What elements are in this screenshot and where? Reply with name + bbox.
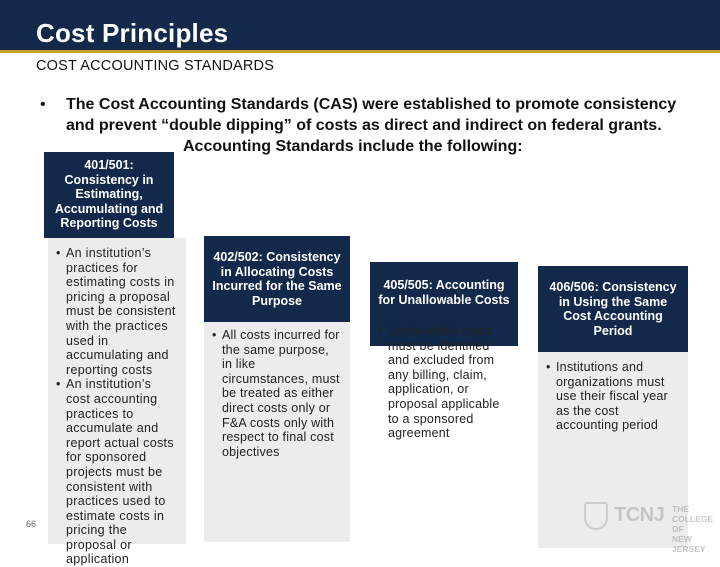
standard-card-402 bbox=[204, 236, 350, 542]
card-item: • An institution’s cost accounting practices to accumulate and report actual costs for sponsored projects must be consistent with practices used to estimate costs in pricing the proposal or application bbox=[56, 377, 178, 567]
card-item: • An institution’s practices for estimating costs in pricing a proposal must be consistent with the practices used in accumulating and reporting costs bbox=[56, 246, 178, 377]
card-item: • Institutions and organizations must use their fiscal year as the cost accounting period bbox=[546, 360, 680, 433]
bullet-text: The Cost Accounting Standards (CAS) were established to bbox=[66, 96, 516, 113]
logo-subtext bbox=[672, 504, 714, 554]
bullet-emphasis: promote consistency bbox=[515, 96, 677, 113]
logo-line-1: THE COLLEGE OF bbox=[672, 504, 714, 534]
card-item: • Unallowable costs must be identified and excluded from any billing, claim, application, or proposal applicable to a sponsored agreement bbox=[378, 324, 510, 441]
slide-title: Cost Principles bbox=[36, 18, 229, 48]
seal-icon bbox=[584, 502, 608, 530]
bullet-list bbox=[40, 94, 700, 157]
standard-card-401 bbox=[44, 152, 176, 567]
college-logo bbox=[584, 500, 714, 554]
card-body bbox=[204, 322, 350, 542]
bullet-text: and bbox=[66, 117, 99, 134]
bullet-dot: • bbox=[40, 96, 46, 113]
bullet-emphasis: prevent “double dipping” bbox=[98, 117, 292, 134]
title-underline bbox=[24, 50, 720, 53]
card-item: • All costs incurred for the same purpose, in like circumstances, must be treated as either direct costs only or F&A costs only with respect to final cost objectives bbox=[212, 328, 342, 459]
standard-card-405 bbox=[370, 262, 518, 441]
card-header: 405/505: Accounting for Unallowable Costs bbox=[370, 262, 518, 346]
bullet-text: of costs as direct and indirect on federal grants. bbox=[291, 117, 662, 134]
card-body bbox=[370, 320, 518, 516]
bullet-item-cas bbox=[40, 94, 700, 136]
bullet-text: Accounting Standards include the following: bbox=[183, 138, 523, 155]
card-header: 401/501: Consistency in Estimating, Accumulating and Reporting Costs bbox=[44, 152, 174, 238]
logo-line-2: NEW JERSEY bbox=[672, 534, 706, 554]
logo-wordmark: TCNJ bbox=[614, 504, 665, 526]
page-number: 66 bbox=[26, 519, 37, 529]
title-underline-left bbox=[0, 50, 24, 53]
slide-subtitle: COST ACCOUNTING STANDARDS bbox=[36, 58, 275, 74]
card-header: 406/506: Consistency in Using the Same Cost Accounting Period bbox=[538, 266, 688, 352]
card-body bbox=[48, 238, 186, 567]
card-header: 402/502: Consistency in Allocating Costs Incurred for the Same Purpose bbox=[204, 236, 350, 322]
